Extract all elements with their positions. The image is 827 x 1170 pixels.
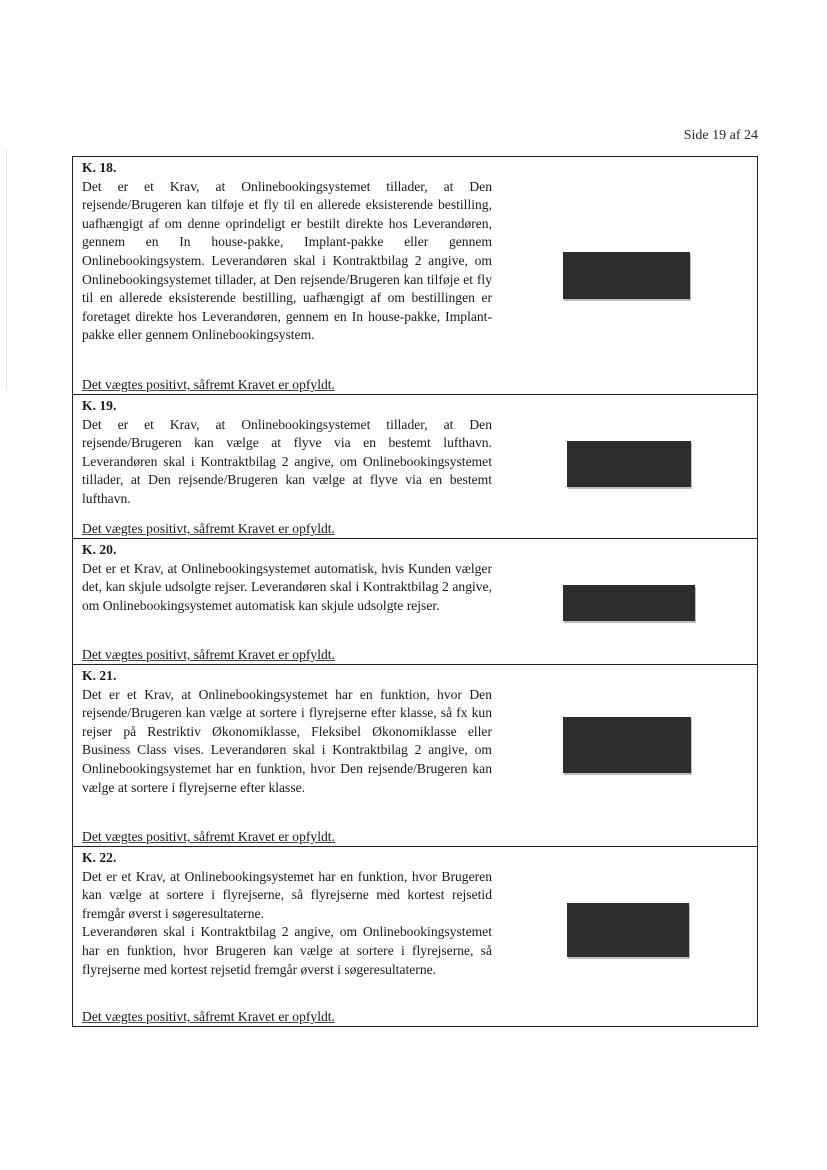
page-number: Side 19 af 24 bbox=[683, 128, 758, 143]
requirement-row-k20 bbox=[73, 539, 757, 665]
scan-margin-line bbox=[6, 150, 7, 390]
requirement-text bbox=[82, 397, 492, 509]
requirement-note: Det vægtes positivt, såfremt Kravet er opfyldt. bbox=[82, 647, 335, 662]
requirement-code: K. 20. bbox=[82, 542, 117, 557]
redaction-box bbox=[563, 717, 691, 773]
requirement-row-k19 bbox=[73, 395, 757, 539]
redaction-box bbox=[567, 441, 691, 487]
requirement-text bbox=[82, 159, 492, 345]
redaction-box bbox=[563, 585, 695, 621]
requirement-row-k21 bbox=[73, 665, 757, 847]
requirement-note: Det vægtes positivt, såfremt Kravet er opfyldt. bbox=[82, 1009, 335, 1024]
requirement-code: K. 22. bbox=[82, 850, 117, 865]
requirement-body: Det er et Krav, at Onlinebookingsystemet automatisk, hvis Kunden vælger det, kan skjule udsolgte rejser. Leverandøren skal i Kontraktbilag 2 angive, om Onlinebookingsystemet automatisk kan skjule udsolgte rejser. bbox=[82, 560, 492, 613]
redaction-box bbox=[563, 252, 690, 299]
requirement-text bbox=[82, 667, 492, 797]
requirement-body: Leverandøren skal i Kontraktbilag 2 angive, om Onlinebookingsystemet har en funktion, hvor Brugeren kan vælge at sortere i flyrejserne, så flyrejserne med kortest rejsetid fremgår øverst i søgeresultaterne. bbox=[82, 924, 492, 977]
requirement-text bbox=[82, 541, 492, 615]
requirement-body: Det er et Krav, at Onlinebookingsystemet tillader, at Den rejsende/Brugeren kan vælge at flyve via en bestemt lufthavn. Leverandøren skal i Kontraktbilag 2 angive, om Onlinebookingsystemet tillader, at Den rejsende/Brugeren kan vælge at flyve via en bestemt lufthavn. bbox=[82, 416, 492, 506]
requirement-body: Det er et Krav, at Onlinebookingsystemet har en funktion, hvor Den rejsende/Brugeren kan vælge at sortere i flyrejserne efter klasse, så fx kun rejser på Restriktiv Økonomiklasse, Fleksibel Økonomiklasse eller Business Class vises. Leverandøren skal i Kontraktbilag 2 angive, om Onlinebookingsystemet har en funktion, hvor Den rejsende/Brugeren kan vælge at sortere i flyrejserne efter klasse. bbox=[82, 686, 492, 795]
requirement-row-k18 bbox=[73, 157, 757, 395]
requirement-note: Det vægtes positivt, såfremt Kravet er opfyldt. bbox=[82, 829, 335, 844]
requirement-note: Det vægtes positivt, såfremt Kravet er opfyldt. bbox=[82, 377, 335, 392]
requirement-code: K. 18. bbox=[82, 160, 117, 175]
requirement-row-k22 bbox=[73, 847, 757, 1027]
requirement-code: K. 21. bbox=[82, 668, 117, 683]
requirements-table bbox=[72, 156, 758, 1027]
requirement-body: Det er et Krav, at Onlinebookingsystemet tillader, at Den rejsende/Brugeren kan tilføje et fly til en allerede eksisterende bestilling, uafhængigt af om denne oprindeligt er bestilt direkte hos Leverandøren, gennem en In house-pakke, Implant-pakke eller gennem Onlinebookingsystem. Leverandøren skal i Kontraktbilag 2 angive, om Onlinebookingsystemet tillader, at Den rejsende/Brugeren kan tilføje et fly til en allerede eksisterende bestilling, uafhængigt af om bestillingen er foretaget direkte hos Leverandøren, gennem en In house-pakke, Implant-pakke eller gennem Onlinebookingsystem. bbox=[82, 178, 492, 343]
requirement-note: Det vægtes positivt, såfremt Kravet er opfyldt. bbox=[82, 521, 335, 536]
requirement-code: K. 19. bbox=[82, 398, 117, 413]
requirement-text bbox=[82, 849, 492, 979]
redaction-box bbox=[567, 903, 689, 957]
requirement-body: Det er et Krav, at Onlinebookingsystemet har en funktion, hvor Brugeren kan vælge at sortere i flyrejserne, så flyrejserne med kortest rejsetid fremgår øverst i søgeresultaterne. bbox=[82, 868, 492, 921]
